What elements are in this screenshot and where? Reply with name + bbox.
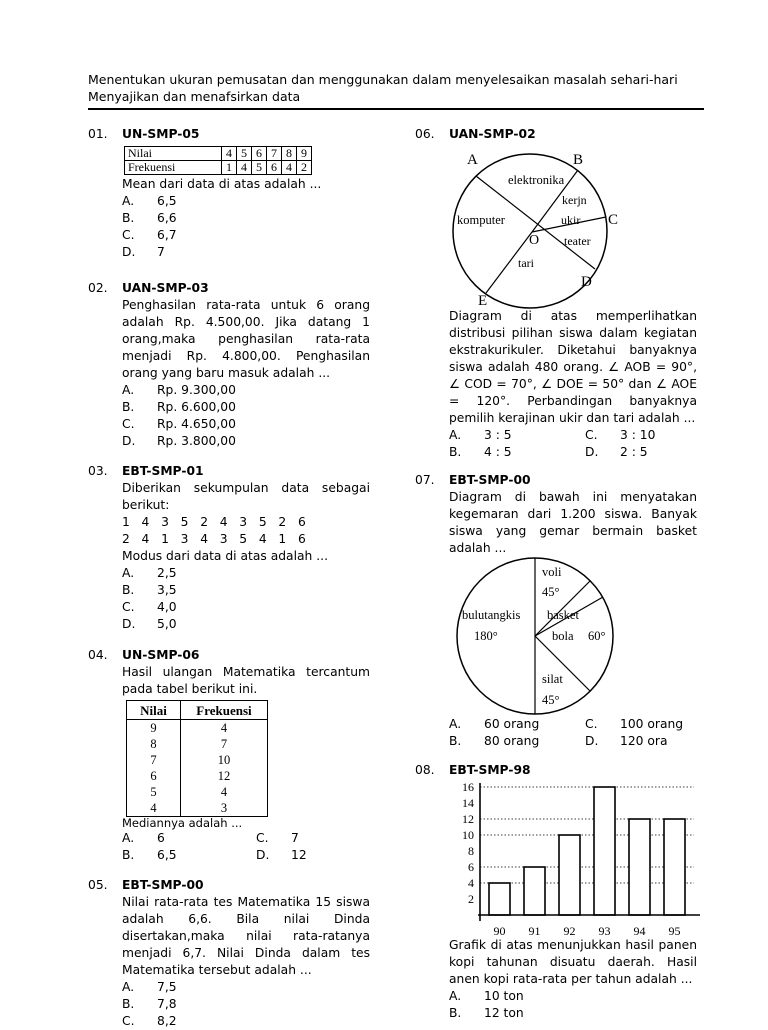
slice-label-silat: silat <box>542 672 563 686</box>
sector-label-kerajinan: kerjn <box>562 193 587 207</box>
table-cell: 2 <box>297 161 312 175</box>
slice-label-bola: bola <box>552 629 574 643</box>
option-c[interactable]: C. 100 orang <box>585 717 684 731</box>
header-line-1: Menentukan ukuran pemusatan dan menggunakan dalam menyelesaikan masalah sehari-hari <box>88 72 678 87</box>
point-a-label: A <box>467 152 478 168</box>
data-row-2: 2 4 1 3 4 3 5 4 1 6 <box>122 532 306 546</box>
question-source: EBT-SMP-98 <box>449 763 531 777</box>
question-source: UN-SMP-06 <box>122 648 200 662</box>
option-b[interactable]: B. 3,5 <box>122 583 177 597</box>
slice-label-bulutangkis: bulutangkis <box>462 608 521 622</box>
point-d-label: D <box>581 274 592 290</box>
option-b[interactable]: B. Rp. 6.600,00 <box>122 400 236 414</box>
question-text-2: Mediannya adalah ... <box>122 816 243 830</box>
slice-angle-bulutangkis: 180° <box>474 629 498 643</box>
option-d[interactable]: D. 120 ora <box>585 734 668 748</box>
column-header: Nilai <box>127 701 181 720</box>
option-d[interactable]: D. Rp. 3.800,00 <box>122 434 236 448</box>
question-number: 08. <box>415 763 435 777</box>
question-source: UAN-SMP-03 <box>122 281 209 295</box>
table-cell: 4 <box>127 800 181 817</box>
question-text: Diagram di atas memperlihatkan distribusi pilihan siswa dalam kegiatan ekstrakurikuler. Diketahui banyaknya siswa adalah 480 orang. ∠ AOB = 90°, ∠ COD = 70°, ∠ DOE = 50° dan ∠ AOE = 120°. Perbandingan banyaknya pemilih kerajinan ukir dan tari adalah ... <box>449 309 697 425</box>
option-c[interactable]: C. 3 : 10 <box>585 428 656 442</box>
table-cell: 9 <box>127 720 181 737</box>
slice-label-basket: basket <box>547 608 579 622</box>
table-cell: 8 <box>127 736 181 752</box>
option-c[interactable]: C. 6,7 <box>122 228 177 242</box>
sector-label-ukir: ukir <box>561 213 581 227</box>
option-a[interactable]: A. Rp. 9.300,00 <box>122 383 236 397</box>
sector-label-tari: tari <box>518 256 534 270</box>
table-cell: 7 <box>267 147 282 161</box>
x-tick-label: 92 <box>563 924 576 938</box>
table-cell: 4 <box>220 721 228 735</box>
table-cell: 5 <box>127 784 181 800</box>
question-text: Grafik di atas menunjukkan hasil panen kopi tahunan disuatu daerah. Hasil anen kopi rata-rata per tahun adalah ... <box>449 938 697 986</box>
table-cell: 4 <box>237 161 252 175</box>
question-07-options <box>449 716 697 750</box>
circle-diagram <box>440 143 640 309</box>
sector-label-komputer: komputer <box>457 213 505 227</box>
x-tick-label: 91 <box>528 924 541 938</box>
option-b[interactable]: B. 4 : 5 <box>449 445 512 459</box>
question-06-body <box>449 308 697 461</box>
answer-options <box>122 565 370 633</box>
question-text: Nilai rata-rata tes Matematika 15 siswa adalah 6,6. Bila nilai Dinda disertakan,maka nilai rata-ratanya menjadi 6,7. Nilai Dinda dalam tes Matematika tersebut adalah ... <box>122 895 370 977</box>
question-text: Penghasilan rata-rata untuk 6 orang adalah Rp. 4.500,00. Jika datang 1 orang,maka penghasilan rata-rata menjadi Rp. 4.800,00. Penghasilan orang yang baru masuk adalah ... <box>122 298 370 380</box>
question-number: 02. <box>88 281 108 295</box>
page-header <box>88 71 678 105</box>
answer-options <box>449 716 697 750</box>
answer-options <box>122 193 378 261</box>
frequency-table <box>124 146 312 175</box>
table-cell: 3 <box>220 801 228 815</box>
question-source: UAN-SMP-02 <box>449 127 536 141</box>
pie-diagram <box>455 556 615 716</box>
question-number: 07. <box>415 473 435 487</box>
header-divider <box>88 108 704 110</box>
table-cell: 6 <box>127 768 181 784</box>
answer-options <box>449 988 697 1022</box>
option-b[interactable]: B. 6,6 <box>122 211 177 225</box>
question-number: 05. <box>88 878 108 892</box>
table-cell: 7 <box>220 737 228 751</box>
option-c[interactable]: C. Rp. 4.650,00 <box>122 417 236 431</box>
x-tick-label: 93 <box>598 924 611 938</box>
question-text: Hasil ulangan Matematika tercantum pada tabel berikut ini. <box>122 665 370 696</box>
bar-91 <box>524 867 545 915</box>
question-source: EBT-SMP-00 <box>449 473 531 487</box>
answer-options <box>122 382 370 450</box>
table-cell: 4 <box>220 785 228 799</box>
table-label: Frekuensi <box>125 161 222 175</box>
slice-angle-silat: 45° <box>542 693 560 707</box>
question-source: EBT-SMP-01 <box>122 464 204 478</box>
option-c[interactable]: C. 7 <box>256 831 299 845</box>
option-c[interactable]: C. 4,0 <box>122 600 177 614</box>
y-tick-label: 2 <box>468 892 474 906</box>
option-a[interactable]: A. 60 orang <box>449 717 540 731</box>
answer-options <box>122 830 370 864</box>
question-source: UN-SMP-05 <box>122 127 200 141</box>
option-b[interactable]: B. 7,8 <box>122 997 177 1011</box>
option-a[interactable]: A. 3 : 5 <box>449 428 512 442</box>
option-d[interactable]: D. 12 <box>256 848 307 862</box>
question-number: 04. <box>88 648 108 662</box>
option-a[interactable]: A. 10 ton <box>449 989 524 1003</box>
option-a[interactable]: A. 7,5 <box>122 980 177 994</box>
bar-94 <box>629 819 650 915</box>
sector-label-teater: teater <box>564 234 591 248</box>
question-text-2: Modus dari data di atas adalah ... <box>122 549 328 563</box>
frequency-table <box>126 700 268 817</box>
slice-label-voli: voli <box>542 565 562 579</box>
bar-92 <box>559 835 580 915</box>
y-tick-label: 4 <box>468 876 474 890</box>
question-text: Diagram di bawah ini menyatakan kegemaran dari 1.200 siswa. Banyak siswa yang gemar bermain basket adalah ... <box>449 490 697 555</box>
option-b[interactable]: B. 80 orang <box>449 734 540 748</box>
table-cell: 6 <box>267 161 282 175</box>
option-b[interactable]: B. 12 ton <box>449 1006 524 1020</box>
y-tick-label: 8 <box>468 844 474 858</box>
table-cell: 8 <box>282 147 297 161</box>
x-tick-label: 95 <box>668 924 681 938</box>
bar-95 <box>664 819 685 915</box>
option-a[interactable]: A. 6 <box>122 831 165 845</box>
table-cell: 5 <box>237 147 252 161</box>
slice-angle-voli: 45° <box>542 585 560 599</box>
question-number: 01. <box>88 127 108 141</box>
question-08-body <box>449 937 697 1022</box>
slice-angle-bola: 60° <box>588 629 606 643</box>
table-cell: 1 <box>222 161 237 175</box>
sector-label-elektronika: elektronika <box>508 173 565 187</box>
table-cell: 4 <box>222 147 237 161</box>
point-c-label: C <box>608 212 619 228</box>
bar-chart <box>445 778 705 940</box>
option-b[interactable]: B. 6,5 <box>122 848 177 862</box>
question-number: 06. <box>415 127 435 141</box>
table-cell: 9 <box>297 147 312 161</box>
y-tick-label: 6 <box>468 860 474 874</box>
x-tick-label: 94 <box>633 924 646 938</box>
question-text: Diberikan sekumpulan data sebagai berikut: <box>122 481 370 512</box>
x-tick-label: 90 <box>493 924 506 938</box>
table-cell: 4 <box>282 161 297 175</box>
bar-93 <box>594 787 615 915</box>
bar-90 <box>489 883 510 915</box>
question-number: 03. <box>88 464 108 478</box>
y-tick-label: 14 <box>462 796 474 810</box>
table-cell: 12 <box>217 769 231 783</box>
table-cell: 6 <box>252 147 267 161</box>
table-cell: 7 <box>127 752 181 768</box>
y-tick-label: 16 <box>462 780 474 794</box>
option-d[interactable]: D. 7 <box>122 245 165 259</box>
option-a[interactable]: A. 6,5 <box>122 194 177 208</box>
column-header: Frekuensi <box>181 701 268 720</box>
question-text: Mean dari data di atas adalah ... <box>122 177 322 191</box>
point-e-label: E <box>478 293 488 309</box>
point-o-label: O <box>529 233 540 248</box>
table-cell: 10 <box>217 753 231 767</box>
y-tick-label: 12 <box>462 812 474 826</box>
option-a[interactable]: A. 2,5 <box>122 566 177 580</box>
y-tick-label: 10 <box>462 828 474 842</box>
data-row-1: 1 4 3 5 2 4 3 5 2 6 <box>122 515 306 529</box>
header-line-2: Menyajikan dan menafsirkan data <box>88 89 301 104</box>
question-source: EBT-SMP-00 <box>122 878 204 892</box>
option-d[interactable]: D. 2 : 5 <box>585 445 648 459</box>
option-d[interactable]: D. 5,0 <box>122 617 177 631</box>
answer-options <box>122 979 370 1030</box>
table-cell: 5 <box>252 161 267 175</box>
point-b-label: B <box>573 152 584 168</box>
answer-options <box>449 427 697 461</box>
option-c[interactable]: C. 8,2 <box>122 1014 177 1028</box>
table-label: Nilai <box>125 147 222 161</box>
